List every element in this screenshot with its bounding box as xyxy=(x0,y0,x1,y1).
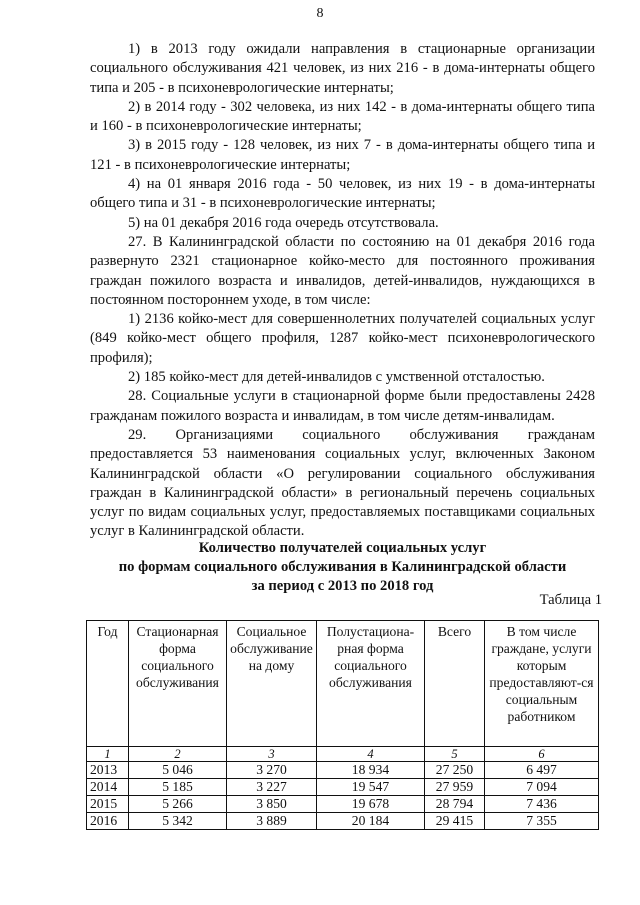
table-cell: 28 794 xyxy=(425,796,485,813)
table-cell: 19 547 xyxy=(317,779,425,796)
table-cell: 3 227 xyxy=(227,779,317,796)
column-number: 1 xyxy=(87,747,129,762)
table-row xyxy=(87,796,599,813)
column-number: 5 xyxy=(425,747,485,762)
paragraph: 27. В Калининградской области по состоянию на 01 декабря 2016 года развернуто 2321 стационарное койко-место для постоянного проживания граждан пожилого возраста и инвалидов, детей-инвалидов, нуждающихся в постоянном постороннем уходе, в том числе: xyxy=(90,233,595,308)
table-cell: 29 415 xyxy=(425,813,485,830)
table-cell: 7 355 xyxy=(485,813,599,830)
column-header: Стационарная форма социального обслуживания xyxy=(129,621,227,747)
table-heading-line: Количество получателей социальных услуг xyxy=(198,540,487,556)
table-cell: 3 850 xyxy=(227,796,317,813)
column-number: 4 xyxy=(317,747,425,762)
table-cell: 7 094 xyxy=(485,779,599,796)
paragraph: 29. Организациями социального обслуживания гражданам предоставляется 53 наименования социальных услуг, включенных Законом Калининградской области «О регулировании социального обслуживания граждан в Калининградской области» в региональный перечень социальных услуг по видам социальных услуг, предоставляемых поставщиками социальных услуг в Калининградской области. xyxy=(90,426,595,540)
table-cell: 5 185 xyxy=(129,779,227,796)
table-cell: 3 889 xyxy=(227,813,317,830)
paragraph: 28. Социальные услуги в стационарной форме были предоставлены 2428 гражданам пожилого возраста и инвалидам, в том числе детям-инвалидам. xyxy=(90,388,595,424)
column-header: Всего xyxy=(425,621,485,747)
year-cell: 2013 xyxy=(87,762,129,779)
table-row xyxy=(87,779,599,796)
header-row xyxy=(87,621,599,747)
column-header: Полустациона-рная форма социального обслуживания xyxy=(317,621,425,747)
column-number: 2 xyxy=(129,747,227,762)
table-cell: 5 046 xyxy=(129,762,227,779)
paragraph: 2) в 2014 году - 302 человека, из них 142 - в дома-интернаты общего типа и 160 - в психоневрологические интернаты; xyxy=(90,98,595,135)
column-header: Год xyxy=(87,621,129,747)
paragraph: 4) на 01 января 2016 года - 50 человек, из них 19 - в дома-интернаты общего типа и 31 - в психоневрологические интернаты; xyxy=(90,176,595,212)
table-cell: 18 934 xyxy=(317,762,425,779)
table-cell: 7 436 xyxy=(485,796,599,813)
column-number: 6 xyxy=(485,747,599,762)
column-header: В том числе граждане, услуги которым предоставляют-ся социальным работником xyxy=(485,621,599,747)
column-number-row xyxy=(87,747,599,762)
table-cell: 6 497 xyxy=(485,762,599,779)
table-cell: 20 184 xyxy=(317,813,425,830)
table-heading xyxy=(90,539,595,596)
paragraph: 1) в 2013 году ожидали направления в стационарные организации социального обслуживания 421 человек, из них 216 - в дома-интернаты общего типа и 205 - в психоневрологические интернаты; xyxy=(90,41,595,96)
table-heading-line: за период с 2013 по 2018 год xyxy=(251,578,434,594)
table-cell: 5 266 xyxy=(129,796,227,813)
table-row xyxy=(87,762,599,779)
table-heading-line: по формам социального обслуживания в Калининградской области xyxy=(118,559,567,575)
paragraph: 2) 185 койко-мест для детей-инвалидов с умственной отсталостью. xyxy=(128,369,545,386)
table-label: Таблица 1 xyxy=(539,592,602,608)
table-cell: 19 678 xyxy=(317,796,425,813)
paragraph: 1) 2136 койко-мест для совершеннолетних получателей социальных услуг (849 койко-мест общего профиля, 1287 койко-мест психоневрологического профиля); xyxy=(90,311,595,366)
body-text xyxy=(90,40,595,542)
table-cell: 5 342 xyxy=(129,813,227,830)
year-cell: 2016 xyxy=(87,813,129,830)
data-table xyxy=(86,620,599,830)
table-row xyxy=(87,813,599,830)
year-cell: 2014 xyxy=(87,779,129,796)
paragraph: 3) в 2015 году - 128 человек, из них 7 - в дома-интернаты общего типа и 121 - в психоневрологические интернаты; xyxy=(90,137,595,173)
table-cell: 27 959 xyxy=(425,779,485,796)
page-number: 8 xyxy=(316,6,324,21)
column-header: Социальное обслуживание на дому xyxy=(227,621,317,747)
table-cell: 27 250 xyxy=(425,762,485,779)
year-cell: 2015 xyxy=(87,796,129,813)
table-cell: 3 270 xyxy=(227,762,317,779)
column-number: 3 xyxy=(227,747,317,762)
paragraph: 5) на 01 декабря 2016 года очередь отсутствовала. xyxy=(128,214,439,231)
